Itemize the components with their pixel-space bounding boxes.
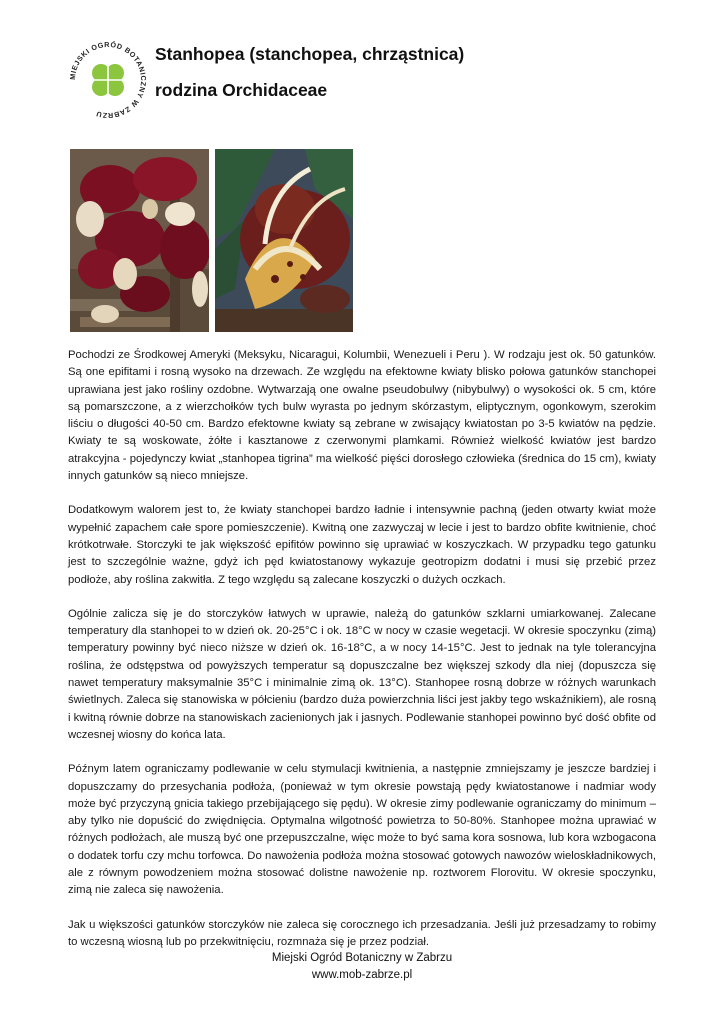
paragraph-repotting: Jak u większości gatunków storczyków nie zaleca się corocznego ich przesadzania. Jeśli już przesadzamy to robimy to wczesną wiosną lub po przekwitnięciu, rozmnaża się je przez podział. — [68, 918, 656, 948]
paragraph-fragrance: Dodatkowym walorem jest to, że kwiaty stanchopei bardzo ładnie i intensywnie pachną (jeden otwarty kwiat może wypełnić zapachem całe spore pomieszczenie). Kwitną one zazwyczaj w lecie i jest to bardzo obfite kwitnienie, choć krótkotrwałe. Storczyki te jak większość epifitów powinno się uprawiać w koszyczkach. W przypadku tego gatunku jest to szczególnie ważne, gdyż ich pęd kwiatostanowy wykazuje geotropizm dodatni i musi się przebić przez podłoże, aby roślina zakwitła. Z tego względu są zalecane koszyczki o dużych oczkach. — [68, 504, 656, 586]
logo-ring-text: MIEJSKI OGRÓD BOTANICZNY W ZABRZU — [67, 39, 149, 121]
footer-website-link[interactable]: www.mob-zabrze.pl — [311, 969, 413, 981]
paragraph-cultivation: Ogólnie zalicza się je do storczyków łatwych w uprawie, należą do gatunków szklarni umiarkowanej. Zalecane temperatury dla stanhopei to w dzień ok. 20-25°C i ok. 18°C w nocy w czasie wegetacji. W okresie spoczynku (zimą) temperatury powinny być nieco niższe w dzień ok. 16-18°C, a w nocy 14-15°C. Jest to jednak na tyle tolerancyjna roślina, że odstępstwa od powyższych temperatur są dopuszczalne bez większej szkody dla niej (dopuszcza się nawet temperatury maksymalnie 35°C i minimalnie zimą ok. 13°C). Stanhopee rosną dobrze w różnych warunkach świetlnych. Zaleca się stanowiska w półcieniu (bardzo duża powierzchnia liści jest jakby tego wskaźnikiem), ale rosną i kwitną równie dobrze na stanowiskach zacienionych jak i jasnych. Podlewanie stanhopei powinno być dość obfite od wczesnej wiosny do końca lata. — [68, 607, 656, 741]
paragraph-watering: Późnym latem ograniczamy podlewanie w celu stymulacji kwitnienia, a następnie zmniejszamy je jeszcze bardziej i dopuszczamy do przesychania podłoża, (ponieważ w tym okresie powstają pędy kwiatostanowe i nadmiar wody może być przyczyną gnicia takiego przebijającego się pędu). W okresie zimy podlewanie ograniczamy do minimum – aby tylko nie dopuścić do zwiędnięcia. Optymalna wilgotność powietrza to 50-80%. Stanhopee można uprawiać w różnych podłożach, ale muszą być one przepuszczalne, więc może to być sama kora sosnowa, lub kora wzbogacona o dodatek torfu czy mchu torfowca. Do nawożenia podłoża można stosować gotowych nawozów wieloskładnikowych, ale z równym powodzeniem można stosować dolistne nawożenie np. roztworem Florovitu. W okresie spoczynku, zimą nie zaleca się nawożenia. — [68, 763, 656, 897]
orchid-photo-2 — [215, 149, 353, 332]
paragraph-origin: Pochodzi ze Środkowej Ameryki (Meksyku, Nicaragui, Kolumbii, Wenezueli i Peru ). W rodzaju jest ok. 50 gatunków. Są one epifitami i rosną wysoko na drzewach. Ze względu na efektowne kwiaty blisko połowa gatunków stanchopei uprawiana jest jako rośliny ozdobne. Wytwarzają one owalne pseudobulwy (nibybulwy) o wysokości ok. 5 cm, które są pomarszczone, a z wierzchołków tych bulw wyrasta po jednym skórzastym, eliptycznym, ogonkowym, szerokim liściu o długości 40-50 cm. Bardzo efektowne kwiaty są zebrane w zwisający kwiatostan po 3-5 kwiatów na pędzie. Kwiaty te są woskowate, żółte i kasztanowe z czerwonymi plamkami. Również wielkość kwiatów jest bardzo atrakcyjna - pojedynczy kwiat „stanhopea tigrina” ma wielkość pięści dorosłego człowieka (średnica do 15 cm), kwiaty innych gatunków są nieco mniejsze. — [68, 349, 656, 483]
article-body — [68, 347, 656, 968]
garden-logo — [66, 38, 150, 122]
four-leaf-clover-icon — [66, 38, 150, 122]
page-subtitle: rodzina Orchidaceae — [155, 80, 328, 100]
footer-org-name: Miejski Ogród Botaniczny w Zabrzu — [271, 952, 453, 964]
page-title: Stanhopea (stanchopea, chrząstnica) — [155, 44, 465, 64]
page-footer — [0, 950, 724, 984]
orchid-photo-1 — [70, 149, 209, 332]
